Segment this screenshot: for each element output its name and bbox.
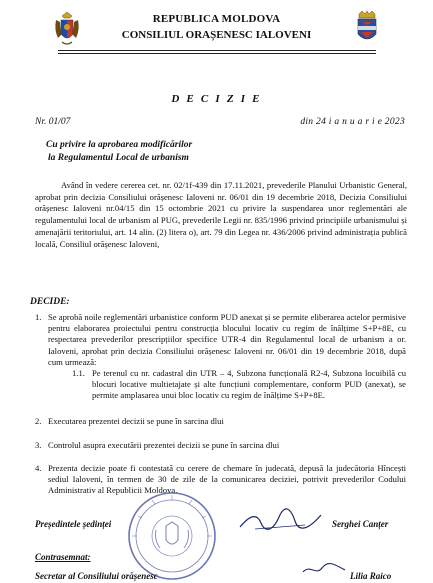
preamble-paragraph: Având în vedere cererea cet. nr. 02/1f-439 din 17.11.2021, prevederile Planului Urbanistic General, aprobat prin decizia Consiliului orășenesc Ialoveni nr. 06/01 din 19 decembrie 2018, Decizia Consiliului orășenesc Ialoveni nr.04/15 din 15 octombrie 2021 cu privire la suspendarea unor reglementări ale regulamentului local de urbanism al PUG, prevederile Legii nr. 835/1996 privind principiile urbanismului și amenajării teritoriului, art. 14 alin. (2) litera o), art. 79 din Legea nr. 436/2006 privind administrația publică locală, Consiliul orășenesc Ialoveni, — [35, 180, 407, 249]
item-text: Executarea prezentei decizii se pune în sarcina dlui — [48, 416, 224, 426]
subject-line-1: Cu privire la aprobarea modificărilor — [46, 140, 193, 150]
president-signature-icon — [235, 505, 325, 535]
official-seal-icon — [126, 490, 218, 582]
sub-item-text: Pe terenul cu nr. cadastral din UTR – 4, Subzona funcțională R2-4, Subzona locuibilă cu blocuri locative multietajate și alte funcțiuni complementare, conform PUD (anexat), se permite amplasarea unui bloc locativ cu regim de înălțime S+P+8E. — [92, 368, 406, 401]
document-title: D E C I Z I E — [171, 93, 262, 105]
item-text: Se aprobă noile reglementări urbanistice conform PUD anexat și se permite eliberarea actelor permisive pentru elaborarea proiectului pentru construcția blocului locativ cu regim de înălțime S+P+8E, cu respectarea prevederilor prescripțiilor specifice UTR-4 din Regulamentul local de urbanism a or. Ialoveni, aprobat prin decizia Consiliului orășenesc Ialoveni nr. 06/01 din 19 decembrie 2018, după cum urmează: — [48, 312, 406, 367]
decision-subject — [46, 139, 306, 165]
president-label: Președintele ședinței — [35, 519, 112, 529]
header-rule-thick — [58, 50, 376, 51]
item-number: 1. — [35, 312, 42, 322]
item-number: 3. — [35, 440, 42, 450]
secretary-name: Lilia Raico — [350, 571, 392, 581]
item-text: Controlul asupra executării prezentei decizii se pune în sarcina dlui — [48, 440, 280, 450]
secretary-signature-icon — [300, 560, 348, 578]
decision-date: din 24 i a n u a r i e 2023 — [300, 117, 405, 127]
subject-line-2: la Regulamentul Local de urbanism — [48, 153, 189, 163]
list-item — [35, 440, 406, 451]
decision-number: Nr. 01/07 — [35, 117, 71, 127]
item-number: 4. — [35, 463, 42, 473]
decide-label: DECIDE: — [30, 297, 70, 307]
list-item — [35, 463, 406, 497]
list-item — [35, 416, 406, 427]
list-item — [35, 312, 406, 368]
item-number: 2. — [35, 416, 42, 426]
sub-item-number: 1.1. — [72, 368, 85, 378]
council-heading: CONSILIUL ORAȘENESC IALOVENI — [121, 29, 312, 41]
country-heading: REPUBLICA MOLDOVA — [152, 13, 281, 25]
secretary-label: Secretar al Consiliului orășenesc — [35, 571, 158, 581]
list-sub-item — [72, 368, 406, 402]
countersigned-label: Contrasemnat: — [35, 552, 91, 562]
header-rule-thin — [58, 53, 376, 54]
president-name: Serghei Canțer — [332, 519, 389, 529]
item-text: Prezenta decizie poate fi contestată cu cerere de chemare în judecată, depusă la judecătoria Hîncești sediul Ialoveni, în termen de 30 de zile de la comunicarea deciziei, potrivit prevederilor Codului Administrativ al Republicii Moldova. — [48, 463, 406, 496]
